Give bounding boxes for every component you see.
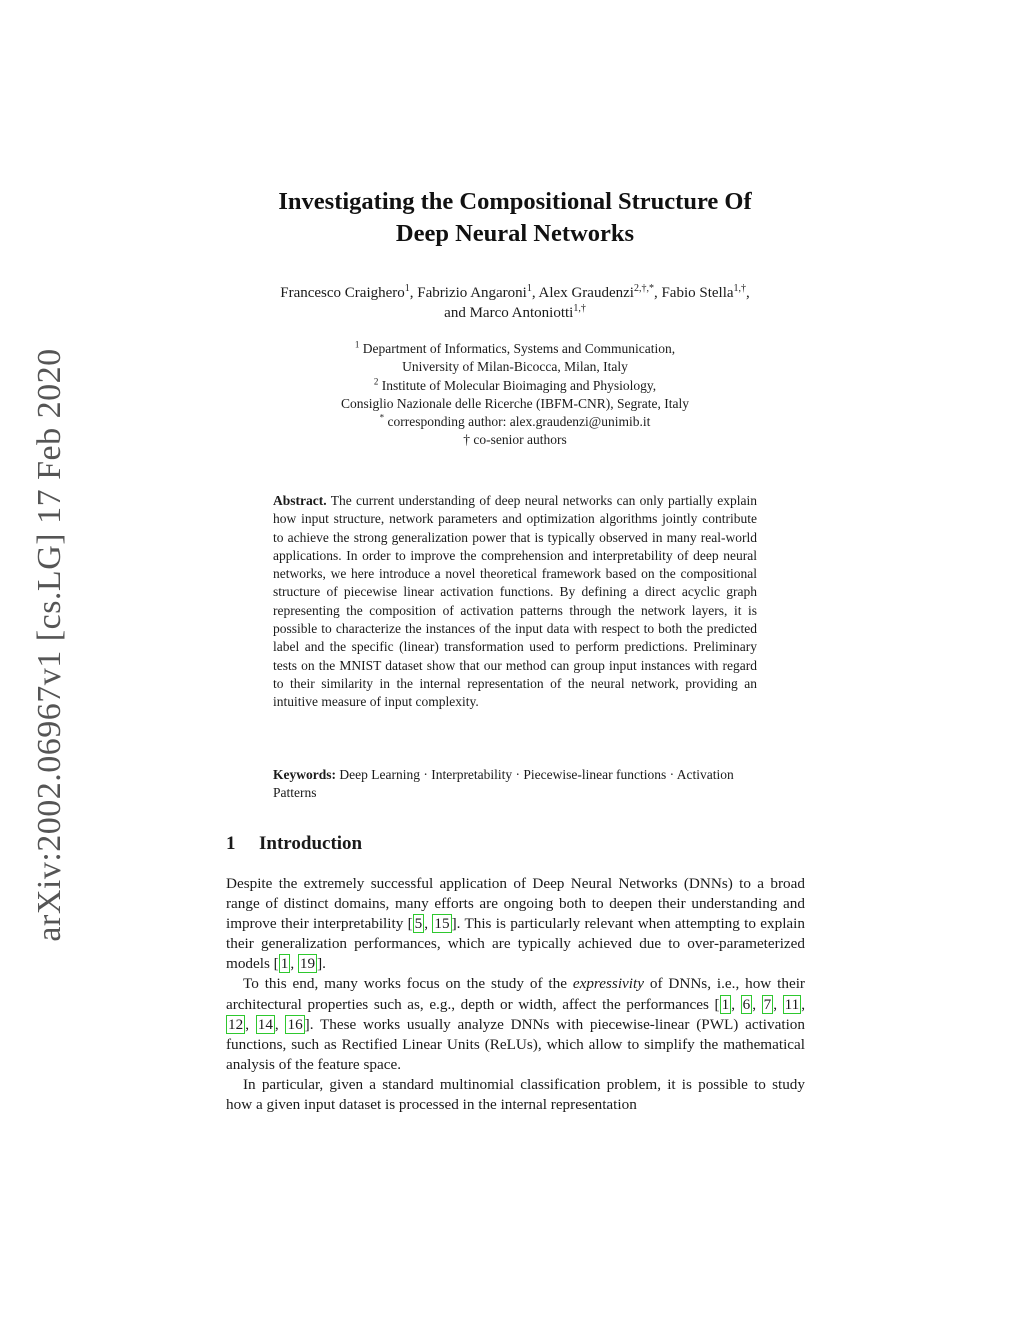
section-heading: 1 Introduction [226,833,363,854]
citation-link[interactable]: 19 [299,955,316,973]
citation-link[interactable]: 15 [434,915,450,933]
citation-link[interactable]: 12 [228,1015,244,1033]
citation-link[interactable]: 16 [287,1015,303,1033]
paper-title [200,186,830,250]
paragraph: To this end, many works focus on the study of the expressivity of DNNs, i.e., how their architectural properties such as, e.g., depth or width, affect the performances [ 1 , 6 , 7 , 11 , 12 , 14 , 16 ]. These works usually analyze DNNs with piecewise-linear (PWL) activation functions, such as Rectified Linear Units (ReLUs), which allow to simplify the mathematical analysis of the feature space. [226,975,806,1073]
author-name: Alex Graudenzi [538,285,634,301]
abstract-text: The current understanding of deep neural networks can only partially explain how input structure, network parameters and optimization algorithms jointly contribute to achieve the strong generalization power that is typically observed in many real-world applications. In order to improve the comprehension and interpretability of deep neural networks, we here introduce a novel theoretical framework based on the compositional structure of piecewise linear activation functions. By defining a direct acyclic graph representing the composition of activation patterns through the network layers, it is possible to characterize the instances of the input data with respect to both the predicted label and the specific (linear) transformation used to perform predictions. Preliminary tests on the MNIST dataset show that our method can group input instances with regard to their similarity in the internal representation of the neural network, providing an intuitive measure of input complexity. [273,493,757,710]
citation-link[interactable]: 11 [784,995,800,1013]
abstract-label: Abstract. [273,493,327,508]
citation-link[interactable]: 1 [280,955,289,973]
citation-link[interactable]: 14 [257,1015,273,1033]
citation-link[interactable]: 1 [721,995,730,1013]
arxiv-identifier: arXiv:2002.06967v1 [cs.LG] 17 Feb 2020 [31,348,68,942]
author-name: Fabrizio Angaroni [417,285,527,301]
corresponding-author: corresponding author: alex.graudenzi@unimib.it [387,414,651,430]
paragraph: In particular, given a standard multinomial classification problem, it is possible to study how a given input dataset is processed in the internal representation [226,1075,805,1114]
body-text [226,874,805,1115]
title-line: Deep Neural Networks [395,220,635,247]
keywords-text: Deep Learning · Interpretability · Piecewise-linear functions · Activation Patterns [273,767,734,801]
paragraph: Despite the extremely successful application of Deep Neural Networks (DNNs) to a broad range of distinct domains, many efforts are ongoing both to deepen their understanding and improve their interpretability [ 5 , 15 ]. This is particularly relevant when attempting to explain their generalization performances, which are typically achieved due to over-parameterized models [ 1 , 19 ]. [226,875,805,973]
citation-link[interactable]: 7 [763,995,772,1013]
keywords [273,766,757,803]
citation-link[interactable]: 5 [414,915,423,933]
author-name: Francesco Craighero [280,285,405,301]
abstract [273,492,757,712]
affiliations: $^1$ Department of Informatics, Systems and Communication, University of Milan-Bicocca, Milan, Italy $^2$ Institute of Molecular Bioimaging and Physiology, Consiglio Nazionale delle Ricerche (IBFM-CNR), Segrate, Italy * corresponding author: alex.graudenzi@unimib.it † co-senior authors [341,339,689,448]
author-name: Marco Antoniotti [469,305,574,321]
author-list: Francesco Craighero$^1$, Fabrizio Angaroni$^1$, Alex Graudenzi$^{2,\dagger,*}$, Fabio Stella$^{1,\dagger}$, and Marco Antoniotti$^{1,\dagger}$ [280,283,750,321]
citation-link[interactable]: 6 [742,995,751,1013]
title-line: Investigating the Compositional Structure Of [278,188,752,215]
author-name: Fabio Stella [661,285,734,301]
keywords-label: Keywords: [273,767,336,782]
